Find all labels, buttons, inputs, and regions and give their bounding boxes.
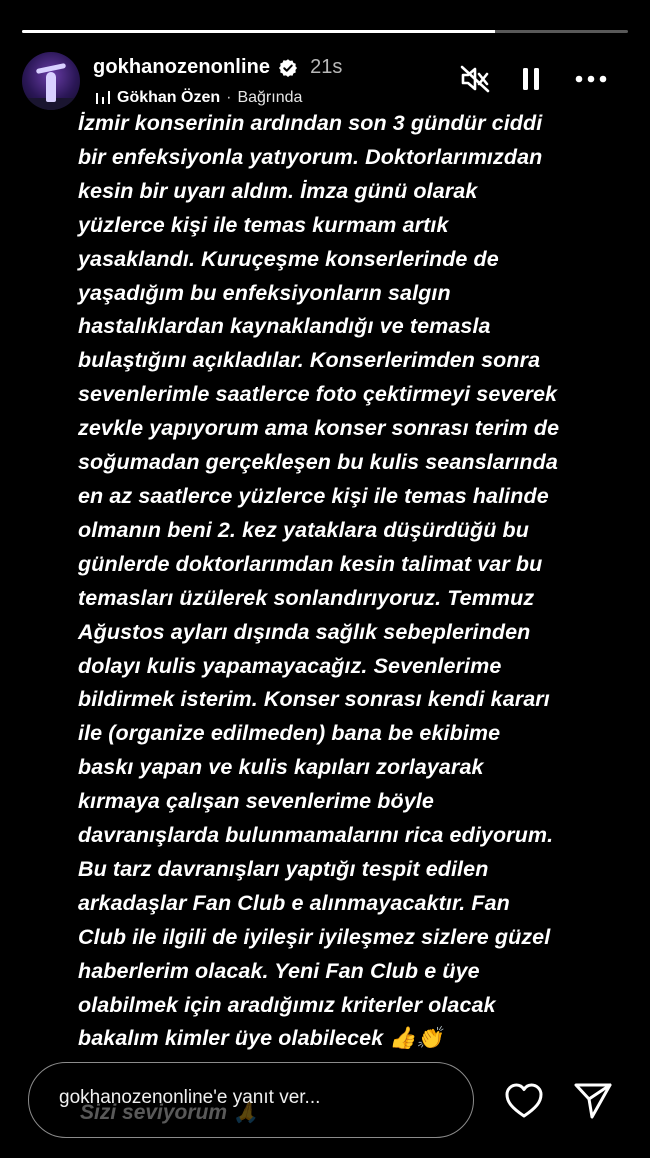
speaker-muted-icon <box>459 63 491 95</box>
verified-badge-icon <box>278 58 298 78</box>
mute-button[interactable] <box>458 62 492 96</box>
story-progress-bar <box>22 30 628 33</box>
story-time: 21s <box>310 56 343 78</box>
reply-box[interactable] <box>28 1062 474 1138</box>
pause-icon <box>516 64 546 94</box>
send-icon <box>570 1077 616 1123</box>
music-title: Bağrında <box>237 89 303 106</box>
music-bars-icon <box>95 90 111 106</box>
more-options-button[interactable] <box>574 62 608 96</box>
music-separator: · <box>226 89 232 106</box>
music-info[interactable] <box>95 89 302 107</box>
like-button[interactable] <box>502 1079 546 1123</box>
username[interactable]: gokhanozenonline <box>93 56 271 78</box>
pause-button[interactable] <box>514 62 548 96</box>
music-artist: Gökhan Özen <box>117 89 221 106</box>
avatar-figure <box>46 72 56 102</box>
reply-input[interactable] <box>59 1087 459 1109</box>
story-progress-fill <box>22 30 495 33</box>
send-button[interactable] <box>570 1077 616 1123</box>
heart-icon <box>502 1079 546 1123</box>
story-text-trailing: Sizi seviyorum 🙏 <box>80 1101 260 1124</box>
more-dots-icon <box>573 64 609 94</box>
story-header <box>93 56 342 79</box>
avatar[interactable] <box>22 52 80 110</box>
story-text: İzmir konserinin ardından son 3 gündür ciddi bir enfeksiyonla yatıyorum. Doktorlarımızdan kesin bir uyarı aldım. İmza günü olarak yüzlerce kişi ile temas kurmam artık yasaklandı. Kuruçeşme konserlerinde de yaşadığım bu enfeksiyonların salgın hastalıklardan kaynaklandığı ve temasla bulaştığını açıkladılar. Konserlerimden sonra sevenlerimle saatlerce foto çektirmeyi severek zevkle yapıyorum ama konser sonrası terim de soğumadan gerçekleşen bu kulis seanslarında en az saatlerce yüzlerce kişi ile temas halinde olmanın beni 2. kez yataklara düşürdüğü bu günlerde doktorlarımdan kesin talimat var bu temasları üzülerek sonlandırıyoruz. Temmuz Ağustos ayları dışında sağlık sebeplerinden dolayı kulis yapamayacağız. Sevenlerime bildirmek isterim. Konser sonrası kendi kararı ile (organize edilmeden) bana be ekibime baskı yapan ve kulis kapıları zorlayarak kırmaya çalışan sevenlerime böyle davranışlarda bulunmamalarını rica ediyorum. Bu tarz davranışları yaptığı tespit edilen arkadaşlar Fan Club e alınmayacaktır. Fan Club ile ilgili de iyileşir iyileşmez sizlere güzel haberlerim olacak. Yeni Fan Club e üye olabilmek için aradığımız kriterler olacak bakalım kimler üye olabilecek 👍👏 <box>78 111 560 1051</box>
